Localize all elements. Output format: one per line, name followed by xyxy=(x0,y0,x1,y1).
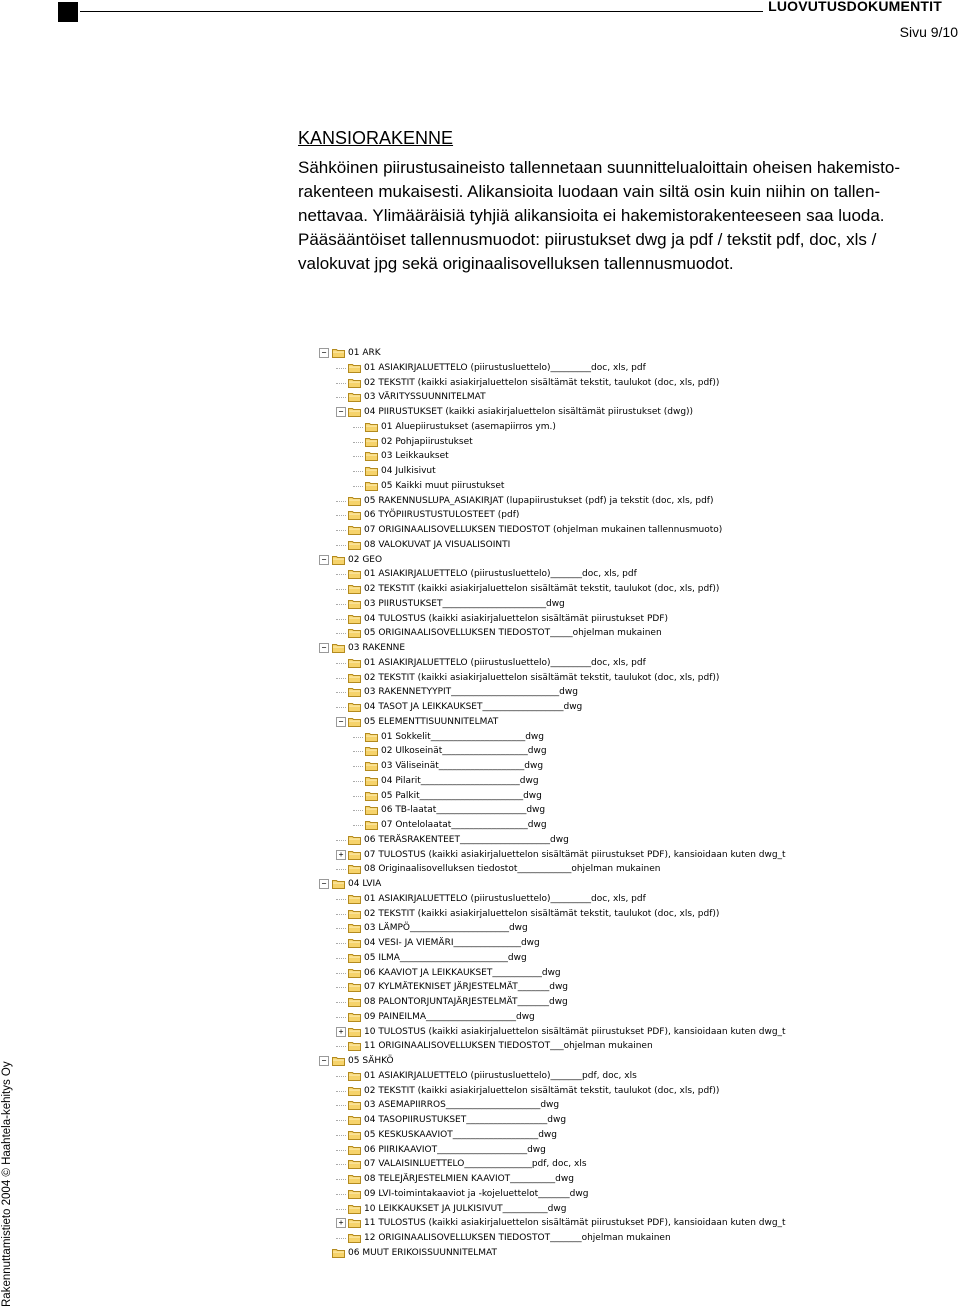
header-block-mark xyxy=(58,2,78,22)
folder-icon xyxy=(332,1056,345,1066)
tree-connector xyxy=(353,781,363,782)
paragraph-line: valokuvat jpg sekä originaalisovelluksen tallennusmuodot. xyxy=(298,254,734,273)
collapse-toggle-icon[interactable]: − xyxy=(319,643,329,653)
tree-item-label: 04 TASOT JA LEIKKAUKSET__________________dwg xyxy=(364,702,583,712)
folder-icon xyxy=(348,525,361,535)
tree-connector xyxy=(336,1046,346,1047)
paragraph-line: rakenteen mukaisesti. Alikansioita luodaan vain siltä osin kuin niihin on tallen- xyxy=(298,182,881,201)
folder-icon xyxy=(348,599,361,609)
folder-icon xyxy=(348,496,361,506)
tree-item-label: 09 LVI-toimintakaaviot ja -kojeluettelot_______dwg xyxy=(364,1188,589,1199)
folder-icon xyxy=(348,1233,361,1243)
tree-item-label: 02 TEKSTIT (kaikki asiakirjaluettelon sisältämät tekstit, taulukot (doc, xls, pdf)) xyxy=(364,377,720,388)
expand-toggle-icon[interactable]: + xyxy=(336,1218,346,1228)
folder-icon xyxy=(348,1130,361,1140)
folder-icon xyxy=(365,761,378,771)
tree-item[interactable] xyxy=(348,1216,786,1230)
folder-icon xyxy=(348,968,361,978)
tree-connector xyxy=(336,368,346,369)
folder-icon xyxy=(348,1174,361,1184)
folder-icon xyxy=(348,982,361,992)
document-title: LUOVUTUSDOKUMENTIT xyxy=(768,0,942,14)
tree-item-label: 01 ASIAKIRJALUETTELO (piirustusluettelo)_________doc, xls, pdf xyxy=(364,362,646,373)
tree-item[interactable] xyxy=(365,789,542,803)
tree-item-label: 06 PIIRIKAAVIOT____________________dwg xyxy=(364,1144,546,1155)
tree-item[interactable] xyxy=(348,508,519,522)
tree-item[interactable] xyxy=(348,700,582,714)
tree-connector xyxy=(353,442,363,443)
tree-connector xyxy=(353,737,363,738)
collapse-toggle-icon[interactable]: − xyxy=(319,879,329,889)
folder-icon xyxy=(348,687,361,697)
tree-item-label: 08 Originaalisovelluksen tiedostot____________ohjelman mukainen xyxy=(364,864,661,875)
collapse-toggle-icon[interactable]: − xyxy=(319,1056,329,1066)
folder-icon xyxy=(348,1115,361,1125)
tree-item[interactable] xyxy=(348,980,568,994)
tree-item[interactable] xyxy=(365,774,539,788)
tree-connector xyxy=(336,678,346,679)
intro-paragraph xyxy=(298,156,948,276)
tree-item-label: 01 Sokkelit_____________________dwg xyxy=(381,731,544,742)
tree-item[interactable] xyxy=(348,892,646,906)
tree-item[interactable] xyxy=(348,966,561,980)
folder-icon xyxy=(365,746,378,756)
tree-item[interactable] xyxy=(348,936,540,950)
tree-connector xyxy=(353,751,363,752)
folder-icon xyxy=(348,510,361,520)
tree-connector xyxy=(336,574,346,575)
tree-connector xyxy=(336,869,346,870)
tree-item-label: 02 GEO xyxy=(348,554,383,565)
tree-item[interactable] xyxy=(348,376,719,390)
folder-icon xyxy=(348,1218,361,1228)
tree-connector xyxy=(336,397,346,398)
tree-item[interactable] xyxy=(348,951,527,965)
tree-connector xyxy=(336,840,346,841)
tree-item[interactable] xyxy=(348,567,637,581)
folder-icon xyxy=(348,997,361,1007)
tree-item[interactable] xyxy=(365,479,504,493)
tree-item[interactable] xyxy=(348,907,719,921)
tree-connector xyxy=(353,810,363,811)
tree-item[interactable] xyxy=(348,1187,588,1201)
tree-item-label: 08 TELEJÄRJESTELMIEN KAAVIOT__________dwg xyxy=(364,1174,574,1184)
folder-icon xyxy=(348,363,361,373)
paragraph-line: nettavaa. Ylimääräisiä tyhjiä alikansioita ei hakemistorakenteeseen saa luoda. xyxy=(298,206,885,225)
folder-icon xyxy=(365,732,378,742)
tree-item-label: 05 ILMA________________________dwg xyxy=(364,952,527,963)
tree-connector xyxy=(353,796,363,797)
tree-item[interactable] xyxy=(348,1128,557,1142)
tree-item-label: 04 LVIA xyxy=(348,879,382,889)
folder-icon xyxy=(348,717,361,727)
folder-icon xyxy=(332,643,345,653)
tree-item[interactable] xyxy=(348,833,569,847)
tree-connector xyxy=(336,1135,346,1136)
tree-item[interactable] xyxy=(365,730,544,744)
folder-icon xyxy=(348,658,361,668)
folder-icon xyxy=(348,407,361,417)
tree-item[interactable] xyxy=(348,1084,719,1098)
tree-item[interactable] xyxy=(348,995,568,1009)
tree-connector xyxy=(336,914,346,915)
tree-item-label: 03 ASEMAPIIRROS_____________________dwg xyxy=(364,1100,560,1111)
tree-item-label: 04 VESI- JA VIEMÄRI_______________dwg xyxy=(364,938,540,948)
tree-item[interactable] xyxy=(365,744,547,758)
folder-icon xyxy=(365,481,378,491)
tree-item-label: 07 VALAISINLUETTELO_______________pdf, doc, xls xyxy=(364,1159,587,1170)
tree-item-label: 03 LÄMPÖ______________________dwg xyxy=(364,923,528,934)
tree-item-label: 02 TEKSTIT (kaikki asiakirjaluettelon sisältämät tekstit, taulukot (doc, xls, pdf)) xyxy=(364,908,720,919)
tree-item-label: 12 ORIGINAALISOVELLUKSEN TIEDOSTOT_______ohjelman mukainen xyxy=(364,1233,671,1243)
folder-icon xyxy=(348,1027,361,1037)
folder-icon xyxy=(365,422,378,432)
tree-item-label: 05 Kaikki muut piirustukset xyxy=(381,480,505,491)
tree-item[interactable] xyxy=(348,1157,587,1171)
tree-connector xyxy=(336,1076,346,1077)
tree-item[interactable] xyxy=(348,597,565,611)
tree-item[interactable] xyxy=(348,1098,559,1112)
page-number: Sivu 9/10 xyxy=(899,24,958,40)
folder-icon xyxy=(348,938,361,948)
tree-item-label: 01 Aluepiirustukset (asemapiirros ym.) xyxy=(381,421,556,432)
tree-connector xyxy=(353,427,363,428)
tree-item[interactable] xyxy=(348,1113,566,1127)
tree-item-label: 01 ASIAKIRJALUETTELO (piirustusluettelo)_________doc, xls, pdf xyxy=(364,657,646,668)
tree-connector xyxy=(336,1120,346,1121)
tree-item-label: 03 RAKENNETYYPIT________________________dwg xyxy=(364,687,578,698)
tree-item[interactable] xyxy=(348,390,486,404)
tree-connector xyxy=(336,943,346,944)
folder-icon xyxy=(348,702,361,712)
tree-item-label: 02 Ulkoseinät___________________dwg xyxy=(381,746,547,757)
tree-connector xyxy=(336,1150,346,1151)
folder-icon xyxy=(348,614,361,624)
tree-item-label: 05 SÄHKÖ xyxy=(348,1056,394,1066)
tree-item-label: 06 TERÄSRAKENTEET____________________dwg xyxy=(364,834,569,845)
tree-connector xyxy=(336,633,346,634)
tree-item-label: 04 Julkisivut xyxy=(381,466,436,476)
folder-icon xyxy=(348,1159,361,1169)
tree-connector xyxy=(336,692,346,693)
tree-item[interactable] xyxy=(348,862,660,876)
tree-connector xyxy=(336,958,346,959)
folder-icon xyxy=(365,791,378,801)
tree-connector xyxy=(336,530,346,531)
tree-connector xyxy=(336,973,346,974)
tree-connector xyxy=(336,1238,346,1239)
tree-item[interactable] xyxy=(365,818,547,832)
tree-connector xyxy=(336,619,346,620)
tree-item[interactable] xyxy=(348,626,662,640)
folder-icon xyxy=(348,1012,361,1022)
header-rule xyxy=(80,11,763,12)
tree-item[interactable] xyxy=(332,553,382,567)
expand-toggle-icon[interactable]: + xyxy=(336,1027,346,1037)
tree-item-label: 03 Väliseinät___________________dwg xyxy=(381,761,544,771)
tree-connector xyxy=(336,1017,346,1018)
tree-connector xyxy=(336,545,346,546)
tree-item-label: 07 ORIGINAALISOVELLUKSEN TIEDOSTOT (ohjelman mukainen tallennusmuoto) xyxy=(364,525,723,535)
tree-connector xyxy=(336,604,346,605)
tree-connector xyxy=(336,987,346,988)
tree-connector xyxy=(353,766,363,767)
tree-item[interactable] xyxy=(348,1231,671,1245)
folder-icon xyxy=(348,1204,361,1214)
folder-icon xyxy=(365,820,378,830)
tree-connector xyxy=(353,456,363,457)
tree-connector xyxy=(336,1164,346,1165)
tree-item-label: 04 Pilarit______________________dwg xyxy=(381,775,539,786)
tree-item[interactable] xyxy=(348,361,646,375)
tree-connector xyxy=(336,589,346,590)
tree-connector xyxy=(336,1091,346,1092)
tree-item[interactable] xyxy=(348,848,786,862)
tree-connector xyxy=(336,1194,346,1195)
tree-item-label: 06 MUUT ERIKOISSUUNNITELMAT xyxy=(348,1247,497,1258)
tree-item-label: 01 ASIAKIRJALUETTELO (piirustusluettelo)_________doc, xls, pdf xyxy=(364,893,646,904)
tree-item[interactable] xyxy=(348,1202,566,1216)
tree-item-label: 03 VÄRITYSSUUNNITELMAT xyxy=(364,392,486,403)
folder-icon xyxy=(365,437,378,447)
folder-icon xyxy=(348,673,361,683)
tree-connector xyxy=(353,471,363,472)
tree-connector xyxy=(336,1105,346,1106)
tree-item[interactable] xyxy=(348,1172,574,1186)
tree-item[interactable] xyxy=(365,449,449,463)
tree-item-label: 07 Ontelolaatat_________________dwg xyxy=(381,820,547,830)
tree-item-label: 01 ARK xyxy=(348,348,381,358)
tree-item[interactable] xyxy=(348,671,719,685)
tree-item[interactable] xyxy=(332,1054,394,1068)
folder-icon xyxy=(348,540,361,550)
expand-toggle-icon[interactable]: + xyxy=(336,850,346,860)
tree-item-label: 07 TULOSTUS (kaikki asiakirjaluettelon sisältämät piirustukset PDF), kansioidaan kuten dwg_t xyxy=(364,849,786,860)
tree-connector xyxy=(336,1002,346,1003)
tree-item[interactable] xyxy=(348,405,693,419)
collapse-toggle-icon[interactable]: − xyxy=(319,348,329,358)
tree-item-label: 02 TEKSTIT (kaikki asiakirjaluettelon sisältämät tekstit, taulukot (doc, xls, pdf)) xyxy=(364,1085,720,1096)
tree-item[interactable] xyxy=(332,641,405,655)
tree-connector xyxy=(336,707,346,708)
folder-icon xyxy=(348,378,361,388)
tree-item-label: 04 TULOSTUS (kaikki asiakirjaluettelon sisältämät piirustukset PDF) xyxy=(364,613,668,624)
tree-item[interactable] xyxy=(332,1246,497,1260)
collapse-toggle-icon[interactable]: − xyxy=(319,555,329,565)
folder-icon xyxy=(348,909,361,919)
collapse-toggle-icon[interactable]: − xyxy=(336,407,346,417)
tree-connector xyxy=(336,515,346,516)
tree-item-label: 08 PALONTORJUNTAJÄRJESTELMÄT_______dwg xyxy=(364,997,568,1007)
tree-item-label: 01 ASIAKIRJALUETTELO (piirustusluettelo)_______pdf, doc, xls xyxy=(364,1070,637,1081)
tree-item[interactable] xyxy=(365,464,436,478)
folder-icon xyxy=(348,1189,361,1199)
tree-item-label: 05 RAKENNUSLUPA_ASIAKIRJAT (lupapiirustukset (pdf) ja tekstit (doc, xls, pdf) xyxy=(364,495,714,506)
section-heading: KANSIORAKENNE xyxy=(298,128,454,148)
tree-item-label: 03 PIIRUSTUKSET_______________________dwg xyxy=(364,598,565,609)
folder-icon xyxy=(348,1100,361,1110)
paragraph-line: Pääsääntöiset tallennusmuodot: piirustukset dwg ja pdf / tekstit pdf, doc, xls / xyxy=(298,230,877,249)
copyright-side-text: Rakennuttamistieto 2004 © Haahtela-kehitys Oy xyxy=(1,1061,13,1307)
tree-item-label: 11 TULOSTUS (kaikki asiakirjaluettelon sisältämät piirustukset PDF), kansioidaan kuten dwg_t xyxy=(364,1218,786,1229)
tree-item-label: 05 Palkit_______________________dwg xyxy=(381,790,542,801)
tree-item-label: 10 TULOSTUS (kaikki asiakirjaluettelon sisältämät piirustukset PDF), kansioidaan kuten dwg_t xyxy=(364,1026,786,1037)
tree-item[interactable] xyxy=(348,1025,786,1039)
folder-icon xyxy=(348,1086,361,1096)
tree-item[interactable] xyxy=(348,538,510,552)
folder-icon xyxy=(348,628,361,638)
tree-item[interactable] xyxy=(365,803,545,817)
tree-item[interactable] xyxy=(365,420,556,434)
tree-connector xyxy=(336,928,346,929)
tree-item[interactable] xyxy=(348,1039,653,1053)
tree-item-label: 10 LEIKKAUKSET JA JULKISIVUT__________dwg xyxy=(364,1203,567,1214)
tree-item[interactable] xyxy=(348,715,498,729)
folder-icon xyxy=(348,569,361,579)
tree-item-label: 07 KYLMÄTEKNISET JÄRJESTELMÄT_______dwg xyxy=(364,982,569,993)
folder-icon xyxy=(348,850,361,860)
folder-icon xyxy=(348,923,361,933)
folder-icon xyxy=(348,1041,361,1051)
tree-connector xyxy=(336,383,346,384)
collapse-toggle-icon[interactable]: − xyxy=(336,717,346,727)
tree-connector xyxy=(336,1209,346,1210)
tree-item-label: 02 TEKSTIT (kaikki asiakirjaluettelon sisältämät tekstit, taulukot (doc, xls, pdf)) xyxy=(364,584,720,594)
folder-icon xyxy=(348,1071,361,1081)
tree-item[interactable] xyxy=(348,656,646,670)
tree-item[interactable] xyxy=(348,523,722,537)
tree-item-label: 05 KESKUSKAAVIOT___________________dwg xyxy=(364,1129,557,1140)
folder-icon xyxy=(348,864,361,874)
folder-icon xyxy=(332,879,345,889)
tree-item-label: 11 ORIGINAALISOVELLUKSEN TIEDOSTOT___ohjelman mukainen xyxy=(364,1041,653,1052)
folder-icon xyxy=(365,451,378,461)
tree-item-label: 04 PIIRUSTUKSET (kaikki asiakirjaluettelon sisältämät piirustukset (dwg)) xyxy=(364,407,694,417)
tree-item-label: 06 KAAVIOT JA LEIKKAUKSET___________dwg xyxy=(364,967,561,978)
tree-item-label: 02 Pohjapiirustukset xyxy=(381,436,473,447)
tree-item-label: 03 Leikkaukset xyxy=(381,451,449,462)
tree-item[interactable] xyxy=(348,582,719,596)
folder-icon xyxy=(348,894,361,904)
tree-item[interactable] xyxy=(348,1069,637,1083)
tree-item[interactable] xyxy=(348,494,713,508)
tree-item-label: 02 TEKSTIT (kaikki asiakirjaluettelon sisältämät tekstit, taulukot (doc, xls, pdf)) xyxy=(364,672,720,683)
paragraph-line: Sähköinen piirustusaineisto tallennetaan suunnittelualoittain oheisen hakemisto- xyxy=(298,158,901,177)
tree-item-label: 06 TYÖPIIRUSTUSTULOSTEET (pdf) xyxy=(364,510,520,521)
tree-item-label: 01 ASIAKIRJALUETTELO (piirustusluettelo)_______doc, xls, pdf xyxy=(364,569,637,580)
tree-item[interactable] xyxy=(348,1143,546,1157)
folder-icon xyxy=(365,466,378,476)
tree-item[interactable] xyxy=(332,877,381,891)
tree-connector xyxy=(336,501,346,502)
tree-item-label: 04 TASOPIIRUSTUKSET__________________dwg xyxy=(364,1115,567,1125)
tree-item[interactable] xyxy=(348,921,528,935)
tree-connector xyxy=(336,1179,346,1180)
folder-icon xyxy=(332,348,345,358)
tree-item[interactable] xyxy=(365,759,543,773)
folder-icon xyxy=(365,805,378,815)
folder-icon xyxy=(348,835,361,845)
tree-item-label: 09 PAINEILMA____________________dwg xyxy=(364,1011,535,1022)
folder-icon xyxy=(332,555,345,565)
folder-icon xyxy=(348,392,361,402)
folder-icon xyxy=(348,1145,361,1155)
folder-icon xyxy=(348,953,361,963)
tree-item-label: 05 ORIGINAALISOVELLUKSEN TIEDOSTOT_____ohjelman mukainen xyxy=(364,628,662,639)
tree-item[interactable] xyxy=(365,435,473,449)
tree-item-label: 06 TB-laatat____________________dwg xyxy=(381,805,546,816)
tree-item[interactable] xyxy=(348,612,668,626)
folder-icon xyxy=(332,1248,345,1258)
folder-icon xyxy=(348,584,361,594)
tree-item-label: 05 ELEMENTTISUUNNITELMAT xyxy=(364,716,499,727)
tree-item[interactable] xyxy=(348,685,578,699)
tree-connector xyxy=(353,486,363,487)
tree-connector xyxy=(336,899,346,900)
tree-item-label: 08 VALOKUVAT JA VISUALISOINTI xyxy=(364,539,511,550)
folder-icon xyxy=(365,776,378,786)
tree-connector xyxy=(336,663,346,664)
tree-connector xyxy=(353,825,363,826)
tree-item[interactable] xyxy=(332,346,381,360)
tree-item-label: 03 RAKENNE xyxy=(348,643,406,653)
tree-item[interactable] xyxy=(348,1010,535,1024)
